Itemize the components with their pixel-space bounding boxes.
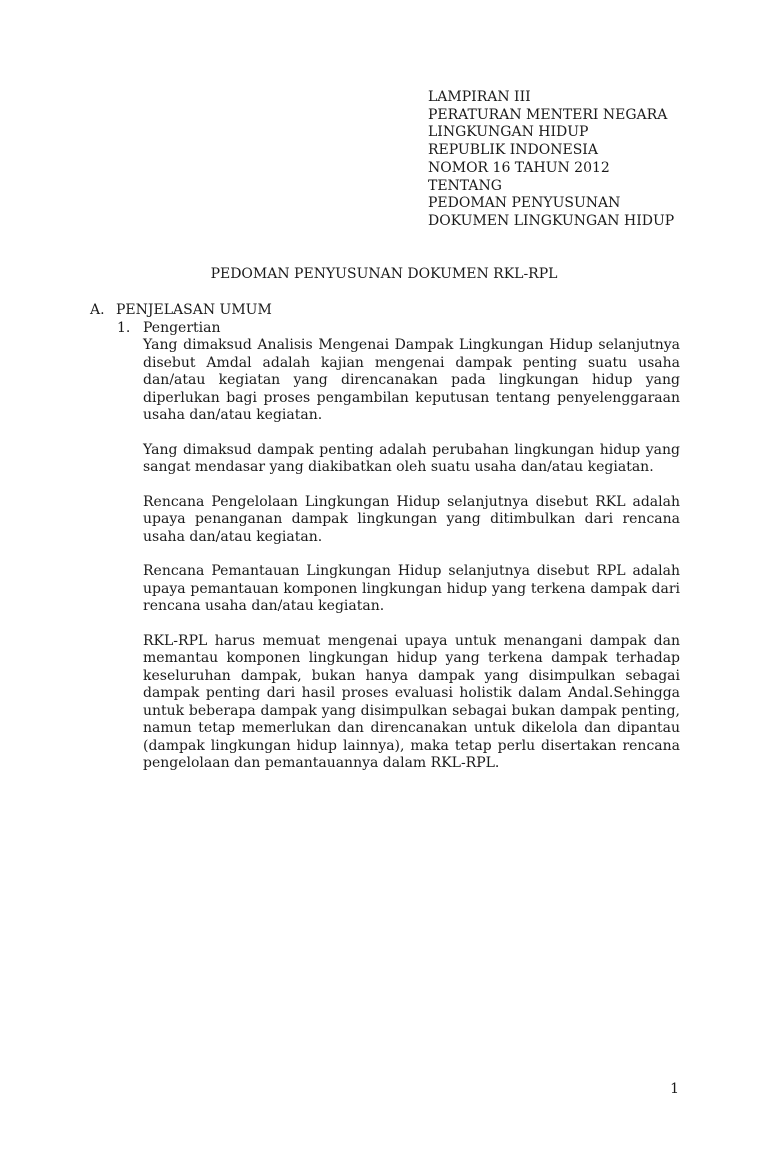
body-content — [143, 337, 680, 790]
header-line: TENTANG — [428, 177, 502, 194]
paragraph-rkl-rpl-content: RKL-RPL harus memuat mengenai upaya untuk menangani dampak dan memantau komponen lingkungan hidup yang terkena dampak terhadap keseluruhan dampak, bukan hanya dampak yang disimpulkan sebagai dampak penting dari hasil proses evaluasi holistik dalam Andal.Sehingga untuk beberapa dampak yang disimpulkan sebagai bukan dampak penting, namun tetap memerlukan dan direncanakan untuk dikelola dan dipantau (dampak lingkungan hidup lainnya), maka tetap perlu disertakan rencana pengelolaan dan pemantauannya dalam RKL-RPL. — [143, 632, 680, 771]
header-line: LAMPIRAN III — [428, 89, 531, 105]
paragraph-rpl-definition: Rencana Pemantauan Lingkungan Hidup selanjutnya disebut RPL adalah upaya pemantauan komponen lingkungan hidup yang terkena dampak dari rencana usaha dan/atau kegiatan. — [143, 563, 680, 614]
header-line: REPUBLIK INDONESIA — [428, 142, 598, 159]
subsection-number: 1. — [117, 320, 131, 336]
header-line: LINGKUNGAN HIDUP — [428, 124, 589, 141]
attachment-header — [428, 89, 680, 231]
header-line: PERATURAN MENTERI NEGARA — [428, 106, 668, 123]
paragraph-dampak-penting: Yang dimaksud dampak penting adalah perubahan lingkungan hidup yang sangat mendasar yang diakibatkan oleh suatu usaha dan/atau kegiatan. — [143, 441, 680, 475]
subsection-heading — [117, 319, 221, 337]
section-heading — [90, 301, 272, 319]
header-line: DOKUMEN LINGKUNGAN HIDUP — [428, 212, 675, 229]
section-letter: A. — [90, 302, 105, 318]
section-title: PENJELASAN UMUM — [116, 302, 272, 318]
subsection-title: Pengertian — [143, 320, 221, 336]
page-number: 1 — [670, 1081, 679, 1097]
header-line: PEDOMAN PENYUSUNAN — [428, 195, 621, 212]
paragraph-amdal-definition: Yang dimaksud Analisis Mengenai Dampak Lingkungan Hidup selanjutnya disebut Amdal adalah kajian mengenai dampak penting suatu usaha dan/atau kegiatan yang direncanakan pada lingkungan hidup yang diperlukan bagi proses pengambilan keputusan tentang penyelenggaraan usaha dan/atau kegiatan. — [143, 337, 680, 423]
paragraph-rkl-definition: Rencana Pengelolaan Lingkungan Hidup selanjutnya disebut RKL adalah upaya penanganan dampak lingkungan yang ditimbulkan dari rencana usaha dan/atau kegiatan. — [143, 493, 680, 545]
document-title: PEDOMAN PENYUSUNAN DOKUMEN RKL-RPL — [210, 266, 558, 282]
header-line: NOMOR 16 TAHUN 2012 — [428, 159, 610, 176]
